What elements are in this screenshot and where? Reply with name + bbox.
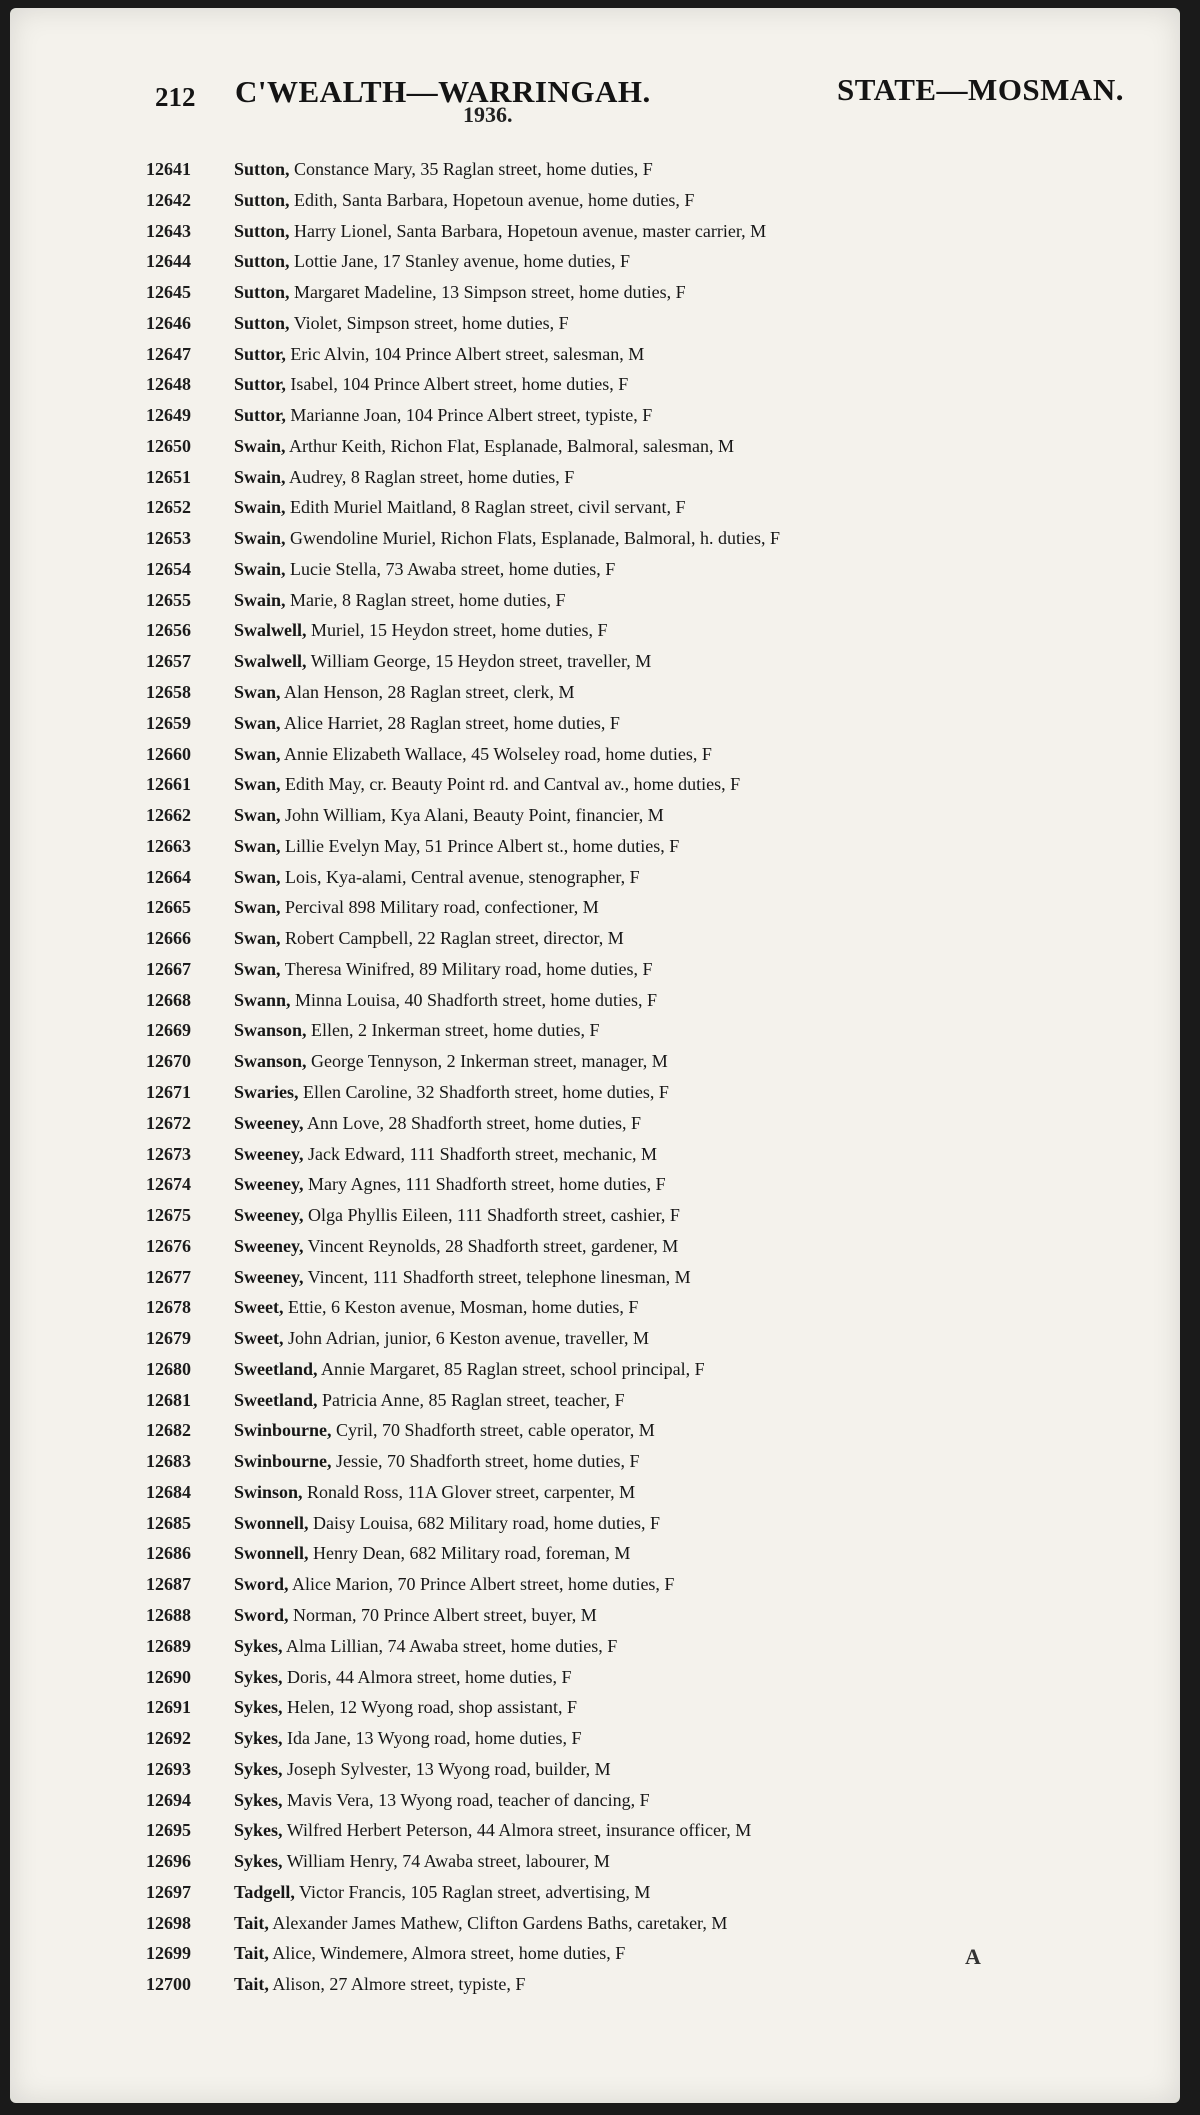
entry-details: Vincent, 111 Shadforth street, telephone linesman, M bbox=[303, 1266, 691, 1287]
entry-details: Eric Alvin, 104 Prince Albert street, salesman, M bbox=[285, 343, 645, 364]
list-item bbox=[146, 1323, 1176, 1354]
entry-number: 12678 bbox=[146, 1297, 191, 1318]
entry-details: Ettie, 6 Keston avenue, Mosman, home duties, F bbox=[283, 1297, 639, 1318]
entry-details: Ida Jane, 13 Wyong road, home duties, F bbox=[282, 1728, 582, 1749]
entry-details: Alice, Windemere, Almora street, home duties, F bbox=[268, 1943, 626, 1964]
entry-details: Alma Lillian, 74 Awaba street, home duties, F bbox=[282, 1635, 618, 1656]
entry-surname: Sykes, bbox=[234, 1820, 283, 1841]
list-item bbox=[146, 431, 1176, 462]
entry-surname: Swan, bbox=[234, 866, 281, 887]
year-label: 1936. bbox=[463, 102, 513, 127]
entry-surname: Sword, bbox=[234, 1574, 289, 1595]
list-item bbox=[146, 1846, 1176, 1877]
entry-surname: Swan, bbox=[234, 682, 281, 703]
entry-surname: Sword, bbox=[234, 1604, 289, 1625]
entry-surname: Swan, bbox=[234, 712, 281, 733]
entry-details: Victor Francis, 105 Raglan street, advertising, M bbox=[294, 1881, 651, 1902]
list-item bbox=[146, 1139, 1176, 1170]
entry-surname: Sykes, bbox=[234, 1758, 283, 1779]
entry-number: 12655 bbox=[146, 589, 191, 610]
entry-number: 12671 bbox=[146, 1081, 191, 1102]
entry-number: 12688 bbox=[146, 1604, 191, 1625]
entry-details: Percival 898 Military road, confectioner, M bbox=[280, 897, 599, 918]
entry-details: Lucie Stella, 73 Awaba street, home duties, F bbox=[285, 558, 616, 579]
entry-details: Norman, 70 Prince Albert street, buyer, M bbox=[288, 1604, 597, 1625]
entry-details: Margaret Madeline, 13 Simpson street, home duties, F bbox=[289, 282, 686, 303]
entry-surname: Swaries, bbox=[234, 1081, 299, 1102]
entry-number: 12695 bbox=[146, 1820, 191, 1841]
entry-details: Ronald Ross, 11A Glover street, carpenter, M bbox=[302, 1481, 636, 1502]
list-item bbox=[146, 1508, 1176, 1539]
entry-number: 12648 bbox=[146, 374, 191, 395]
entry-number: 12687 bbox=[146, 1574, 191, 1595]
entry-number: 12683 bbox=[146, 1451, 191, 1472]
list-item bbox=[146, 1262, 1176, 1293]
entry-details: Alexander James Mathew, Clifton Gardens Baths, caretaker, M bbox=[268, 1912, 728, 1933]
list-item bbox=[146, 154, 1176, 185]
entry-number: 12658 bbox=[146, 682, 191, 703]
entry-surname: Sutton, bbox=[234, 159, 290, 179]
list-item bbox=[146, 615, 1176, 646]
entry-surname: Swan, bbox=[234, 835, 281, 856]
entry-surname: Sutton, bbox=[234, 220, 290, 241]
entry-number: 12652 bbox=[146, 497, 191, 518]
list-item bbox=[146, 646, 1176, 677]
entry-surname: Sykes, bbox=[234, 1728, 283, 1749]
list-item bbox=[146, 1354, 1176, 1385]
entry-details: Daisy Louisa, 682 Military road, home duties, F bbox=[308, 1512, 660, 1533]
entry-surname: Swanson, bbox=[234, 1051, 307, 1072]
entry-details: Henry Dean, 682 Military road, foreman, M bbox=[308, 1543, 631, 1564]
entry-details: Doris, 44 Almora street, home duties, F bbox=[282, 1666, 572, 1687]
entry-number: 12698 bbox=[146, 1912, 191, 1933]
entry-details: William Henry, 74 Awaba street, labourer, M bbox=[282, 1851, 610, 1872]
entry-number: 12691 bbox=[146, 1697, 191, 1718]
entry-number: 12661 bbox=[146, 774, 191, 795]
entry-number: 12663 bbox=[146, 835, 191, 856]
entry-details: Edith Muriel Maitland, 8 Raglan street, civil servant, F bbox=[285, 497, 686, 518]
entry-surname: Sykes, bbox=[234, 1697, 283, 1718]
entry-surname: Sweeney, bbox=[234, 1266, 304, 1287]
entry-number: 12677 bbox=[146, 1266, 191, 1287]
page-number: 212 bbox=[155, 82, 196, 112]
list-item bbox=[146, 1723, 1176, 1754]
entry-details: Violet, Simpson street, home duties, F bbox=[289, 312, 569, 333]
list-item bbox=[146, 1015, 1176, 1046]
list-item bbox=[146, 862, 1176, 893]
header-right-title: STATE—MOSMAN. bbox=[837, 72, 1124, 107]
entry-surname: Sykes, bbox=[234, 1789, 283, 1810]
entry-details: Marianne Joan, 104 Prince Albert street, typiste, F bbox=[285, 405, 653, 426]
entry-surname: Swalwell, bbox=[234, 651, 307, 672]
entry-surname: Sweeney, bbox=[234, 1143, 304, 1164]
list-item bbox=[146, 1785, 1176, 1816]
entry-number: 12667 bbox=[146, 958, 191, 979]
list-item bbox=[146, 677, 1176, 708]
list-item bbox=[146, 554, 1176, 585]
entry-number: 12643 bbox=[146, 220, 191, 241]
list-item bbox=[146, 1692, 1176, 1723]
entry-details: Edith May, cr. Beauty Point rd. and Cantval av., home duties, F bbox=[280, 774, 741, 795]
entry-number: 12690 bbox=[146, 1666, 191, 1687]
entry-surname: Swinbourne, bbox=[234, 1420, 332, 1441]
list-item bbox=[146, 185, 1176, 216]
entry-surname: Swinbourne, bbox=[234, 1451, 332, 1472]
list-item bbox=[146, 308, 1176, 339]
list-item bbox=[146, 1108, 1176, 1139]
entry-number: 12660 bbox=[146, 743, 191, 764]
entry-number: 12676 bbox=[146, 1235, 191, 1256]
list-item bbox=[146, 246, 1176, 277]
list-item bbox=[146, 1938, 1176, 1969]
entry-number: 12656 bbox=[146, 620, 191, 641]
entry-surname: Sweeney, bbox=[234, 1174, 304, 1195]
entry-surname: Sweet, bbox=[234, 1297, 284, 1318]
entry-details: Isabel, 104 Prince Albert street, home duties, F bbox=[285, 374, 629, 395]
list-item bbox=[146, 1908, 1176, 1939]
list-item bbox=[146, 1662, 1176, 1693]
list-item bbox=[146, 954, 1176, 985]
list-item bbox=[146, 1446, 1176, 1477]
entry-number: 12679 bbox=[146, 1328, 191, 1349]
entry-number: 12646 bbox=[146, 312, 191, 333]
entry-number: 12680 bbox=[146, 1358, 191, 1379]
entry-surname: Swain, bbox=[234, 589, 286, 610]
entry-number: 12696 bbox=[146, 1851, 191, 1872]
entry-number: 12681 bbox=[146, 1389, 191, 1410]
entry-details: Gwendoline Muriel, Richon Flats, Esplanade, Balmoral, h. duties, F bbox=[285, 528, 780, 549]
entry-details: Helen, 12 Wyong road, shop assistant, F bbox=[282, 1697, 578, 1718]
entry-details: Vincent Reynolds, 28 Shadforth street, gardener, M bbox=[303, 1235, 679, 1256]
list-item bbox=[146, 1569, 1176, 1600]
list-item bbox=[146, 1477, 1176, 1508]
entry-details: Ellen Caroline, 32 Shadforth street, home duties, F bbox=[298, 1081, 669, 1102]
entry-surname: Sweeney, bbox=[234, 1235, 304, 1256]
entry-surname: Suttor, bbox=[234, 374, 286, 395]
list-item bbox=[146, 339, 1176, 370]
entry-number: 12684 bbox=[146, 1481, 191, 1502]
entry-details: John William, Kya Alani, Beauty Point, financier, M bbox=[280, 805, 664, 826]
entry-surname: Swinson, bbox=[234, 1481, 303, 1502]
list-item bbox=[146, 400, 1176, 431]
entry-number: 12657 bbox=[146, 651, 191, 672]
entry-details: Audrey, 8 Raglan street, home duties, F bbox=[285, 466, 575, 487]
entry-number: 12651 bbox=[146, 466, 191, 487]
entry-surname: Sutton, bbox=[234, 312, 290, 333]
entry-number: 12673 bbox=[146, 1143, 191, 1164]
entry-details: George Tennyson, 2 Inkerman street, manager, M bbox=[306, 1051, 668, 1072]
entry-surname: Swan, bbox=[234, 958, 281, 979]
list-item bbox=[146, 492, 1176, 523]
list-item bbox=[146, 708, 1176, 739]
entry-number: 12659 bbox=[146, 712, 191, 733]
list-item bbox=[146, 1969, 1176, 2000]
list-item bbox=[146, 831, 1176, 862]
entry-number: 12693 bbox=[146, 1758, 191, 1779]
entry-details: Cyril, 70 Shadforth street, cable operator, M bbox=[331, 1420, 655, 1441]
entry-surname: Swan, bbox=[234, 897, 281, 918]
entry-number: 12642 bbox=[146, 189, 191, 210]
entry-surname: Suttor, bbox=[234, 343, 286, 364]
document-page bbox=[10, 8, 1180, 2103]
entry-surname: Sweetland, bbox=[234, 1389, 318, 1410]
entry-details: Harry Lionel, Santa Barbara, Hopetoun avenue, master carrier, M bbox=[289, 220, 767, 241]
entry-number: 12650 bbox=[146, 435, 191, 456]
list-item bbox=[146, 369, 1176, 400]
entry-details: Alan Henson, 28 Raglan street, clerk, M bbox=[280, 682, 575, 703]
list-item bbox=[146, 800, 1176, 831]
entry-surname: Swan, bbox=[234, 805, 281, 826]
list-item bbox=[146, 1815, 1176, 1846]
entry-surname: Swan, bbox=[234, 774, 281, 795]
entry-number: 12653 bbox=[146, 528, 191, 549]
entry-details: Mary Agnes, 111 Shadforth street, home duties, F bbox=[303, 1174, 666, 1195]
entry-number: 12670 bbox=[146, 1051, 191, 1072]
list-item bbox=[146, 1046, 1176, 1077]
entry-surname: Sweetland, bbox=[234, 1358, 318, 1379]
list-item bbox=[146, 523, 1176, 554]
entry-number: 12685 bbox=[146, 1512, 191, 1533]
list-item bbox=[146, 1200, 1176, 1231]
entry-details: Arthur Keith, Richon Flat, Esplanade, Balmoral, salesman, M bbox=[285, 435, 734, 456]
entry-details: Ann Love, 28 Shadforth street, home duties, F bbox=[303, 1112, 641, 1133]
entry-surname: Swonnell, bbox=[234, 1512, 309, 1533]
entry-details: William George, 15 Heydon street, traveller, M bbox=[306, 651, 652, 672]
entry-number: 12647 bbox=[146, 343, 191, 364]
list-item bbox=[146, 769, 1176, 800]
list-item bbox=[146, 985, 1176, 1016]
entry-details: Joseph Sylvester, 13 Wyong road, builder, M bbox=[282, 1758, 611, 1779]
list-item bbox=[146, 277, 1176, 308]
electoral-roll-list bbox=[146, 154, 1176, 2000]
entry-details: Muriel, 15 Heydon street, home duties, F bbox=[306, 620, 608, 641]
entry-number: 12692 bbox=[146, 1728, 191, 1749]
entry-surname: Swain, bbox=[234, 435, 286, 456]
entry-number: 12645 bbox=[146, 282, 191, 303]
list-item bbox=[146, 462, 1176, 493]
entry-details: Annie Elizabeth Wallace, 45 Wolseley road, home duties, F bbox=[280, 743, 712, 764]
list-item bbox=[146, 1385, 1176, 1416]
entry-number: 12674 bbox=[146, 1174, 191, 1195]
entry-number: 12641 bbox=[146, 159, 191, 179]
entry-details: Annie Margaret, 85 Raglan street, school principal, F bbox=[317, 1358, 705, 1379]
entry-details: Patricia Anne, 85 Raglan street, teacher, F bbox=[317, 1389, 625, 1410]
entry-number: 12668 bbox=[146, 989, 191, 1010]
list-item bbox=[146, 1538, 1176, 1569]
list-item bbox=[146, 1415, 1176, 1446]
entry-surname: Swonnell, bbox=[234, 1543, 309, 1564]
entry-surname: Swanson, bbox=[234, 1020, 307, 1041]
entry-surname: Tadgell, bbox=[234, 1881, 295, 1902]
entry-number: 12669 bbox=[146, 1020, 191, 1041]
entry-details: Marie, 8 Raglan street, home duties, F bbox=[285, 589, 566, 610]
entry-details: Alice Marion, 70 Prince Albert street, home duties, F bbox=[288, 1574, 675, 1595]
entry-details: Jessie, 70 Shadforth street, home duties, F bbox=[331, 1451, 640, 1472]
entry-details: Olga Phyllis Eileen, 111 Shadforth street, cashier, F bbox=[303, 1205, 680, 1226]
entry-number: 12700 bbox=[146, 1974, 191, 1995]
list-item bbox=[146, 923, 1176, 954]
entry-details: Lottie Jane, 17 Stanley avenue, home duties, F bbox=[289, 251, 630, 272]
list-item bbox=[146, 1292, 1176, 1323]
list-item bbox=[146, 1877, 1176, 1908]
list-item bbox=[146, 1231, 1176, 1262]
entry-surname: Sutton, bbox=[234, 251, 290, 272]
entry-surname: Swalwell, bbox=[234, 620, 307, 641]
entry-surname: Sweeney, bbox=[234, 1205, 304, 1226]
entry-details: Lillie Evelyn May, 51 Prince Albert st., home duties, F bbox=[280, 835, 680, 856]
header-left-title: C'WEALTH—WARRINGAH. bbox=[235, 74, 651, 109]
entry-number: 12699 bbox=[146, 1943, 191, 1964]
entry-surname: Swann, bbox=[234, 989, 291, 1010]
entry-surname: Swan, bbox=[234, 743, 281, 764]
entry-surname: Sutton, bbox=[234, 282, 290, 303]
entry-details: Theresa Winifred, 89 Military road, home duties, F bbox=[280, 958, 653, 979]
entry-surname: Swain, bbox=[234, 528, 286, 549]
list-item bbox=[146, 1600, 1176, 1631]
list-item bbox=[146, 1169, 1176, 1200]
entry-surname: Sweeney, bbox=[234, 1112, 304, 1133]
entry-surname: Sykes, bbox=[234, 1635, 283, 1656]
entry-details: Wilfred Herbert Peterson, 44 Almora street, insurance officer, M bbox=[282, 1820, 752, 1841]
entry-surname: Swain, bbox=[234, 558, 286, 579]
entry-surname: Sweet, bbox=[234, 1328, 284, 1349]
entry-surname: Swain, bbox=[234, 466, 286, 487]
entry-details: John Adrian, junior, 6 Keston avenue, traveller, M bbox=[283, 1328, 649, 1349]
entry-number: 12689 bbox=[146, 1635, 191, 1656]
entry-number: 12694 bbox=[146, 1789, 191, 1810]
entry-surname: Sykes, bbox=[234, 1666, 283, 1687]
entry-number: 12697 bbox=[146, 1881, 191, 1902]
entry-surname: Sutton, bbox=[234, 189, 290, 210]
list-item bbox=[146, 1754, 1176, 1785]
entry-details: Lois, Kya-alami, Central avenue, stenographer, F bbox=[280, 866, 640, 887]
entry-surname: Sykes, bbox=[234, 1851, 283, 1872]
list-item bbox=[146, 216, 1176, 247]
list-item bbox=[146, 585, 1176, 616]
list-item bbox=[146, 1077, 1176, 1108]
list-item bbox=[146, 892, 1176, 923]
entry-details: Minna Louisa, 40 Shadforth street, home duties, F bbox=[290, 989, 657, 1010]
entry-number: 12662 bbox=[146, 805, 191, 826]
entry-number: 12675 bbox=[146, 1205, 191, 1226]
entry-number: 12664 bbox=[146, 866, 191, 887]
entry-details: Mavis Vera, 13 Wyong road, teacher of dancing, F bbox=[282, 1789, 650, 1810]
page-mark: A bbox=[965, 1944, 981, 1969]
entry-details: Edith, Santa Barbara, Hopetoun avenue, home duties, F bbox=[289, 189, 695, 210]
entry-surname: Tait, bbox=[234, 1974, 269, 1995]
entry-surname: Swan, bbox=[234, 928, 281, 949]
entry-number: 12649 bbox=[146, 405, 191, 426]
entry-details: Constance Mary, 35 Raglan street, home duties, F bbox=[289, 159, 653, 179]
entry-number: 12666 bbox=[146, 928, 191, 949]
entry-surname: Swain, bbox=[234, 497, 286, 518]
page-header bbox=[10, 70, 1180, 110]
entry-number: 12665 bbox=[146, 897, 191, 918]
entry-details: Alice Harriet, 28 Raglan street, home duties, F bbox=[280, 712, 620, 733]
entry-details: Ellen, 2 Inkerman street, home duties, F bbox=[306, 1020, 600, 1041]
entry-number: 12686 bbox=[146, 1543, 191, 1564]
entry-number: 12682 bbox=[146, 1420, 191, 1441]
entry-surname: Tait, bbox=[234, 1943, 269, 1964]
entry-surname: Suttor, bbox=[234, 405, 286, 426]
entry-details: Robert Campbell, 22 Raglan street, director, M bbox=[280, 928, 624, 949]
list-item bbox=[146, 1631, 1176, 1662]
entry-details: Jack Edward, 111 Shadforth street, mechanic, M bbox=[303, 1143, 658, 1164]
entry-details: Alison, 27 Almore street, typiste, F bbox=[268, 1974, 526, 1995]
list-item bbox=[146, 739, 1176, 770]
entry-number: 12654 bbox=[146, 558, 191, 579]
entry-surname: Tait, bbox=[234, 1912, 269, 1933]
entry-number: 12644 bbox=[146, 251, 191, 272]
entry-number: 12672 bbox=[146, 1112, 191, 1133]
